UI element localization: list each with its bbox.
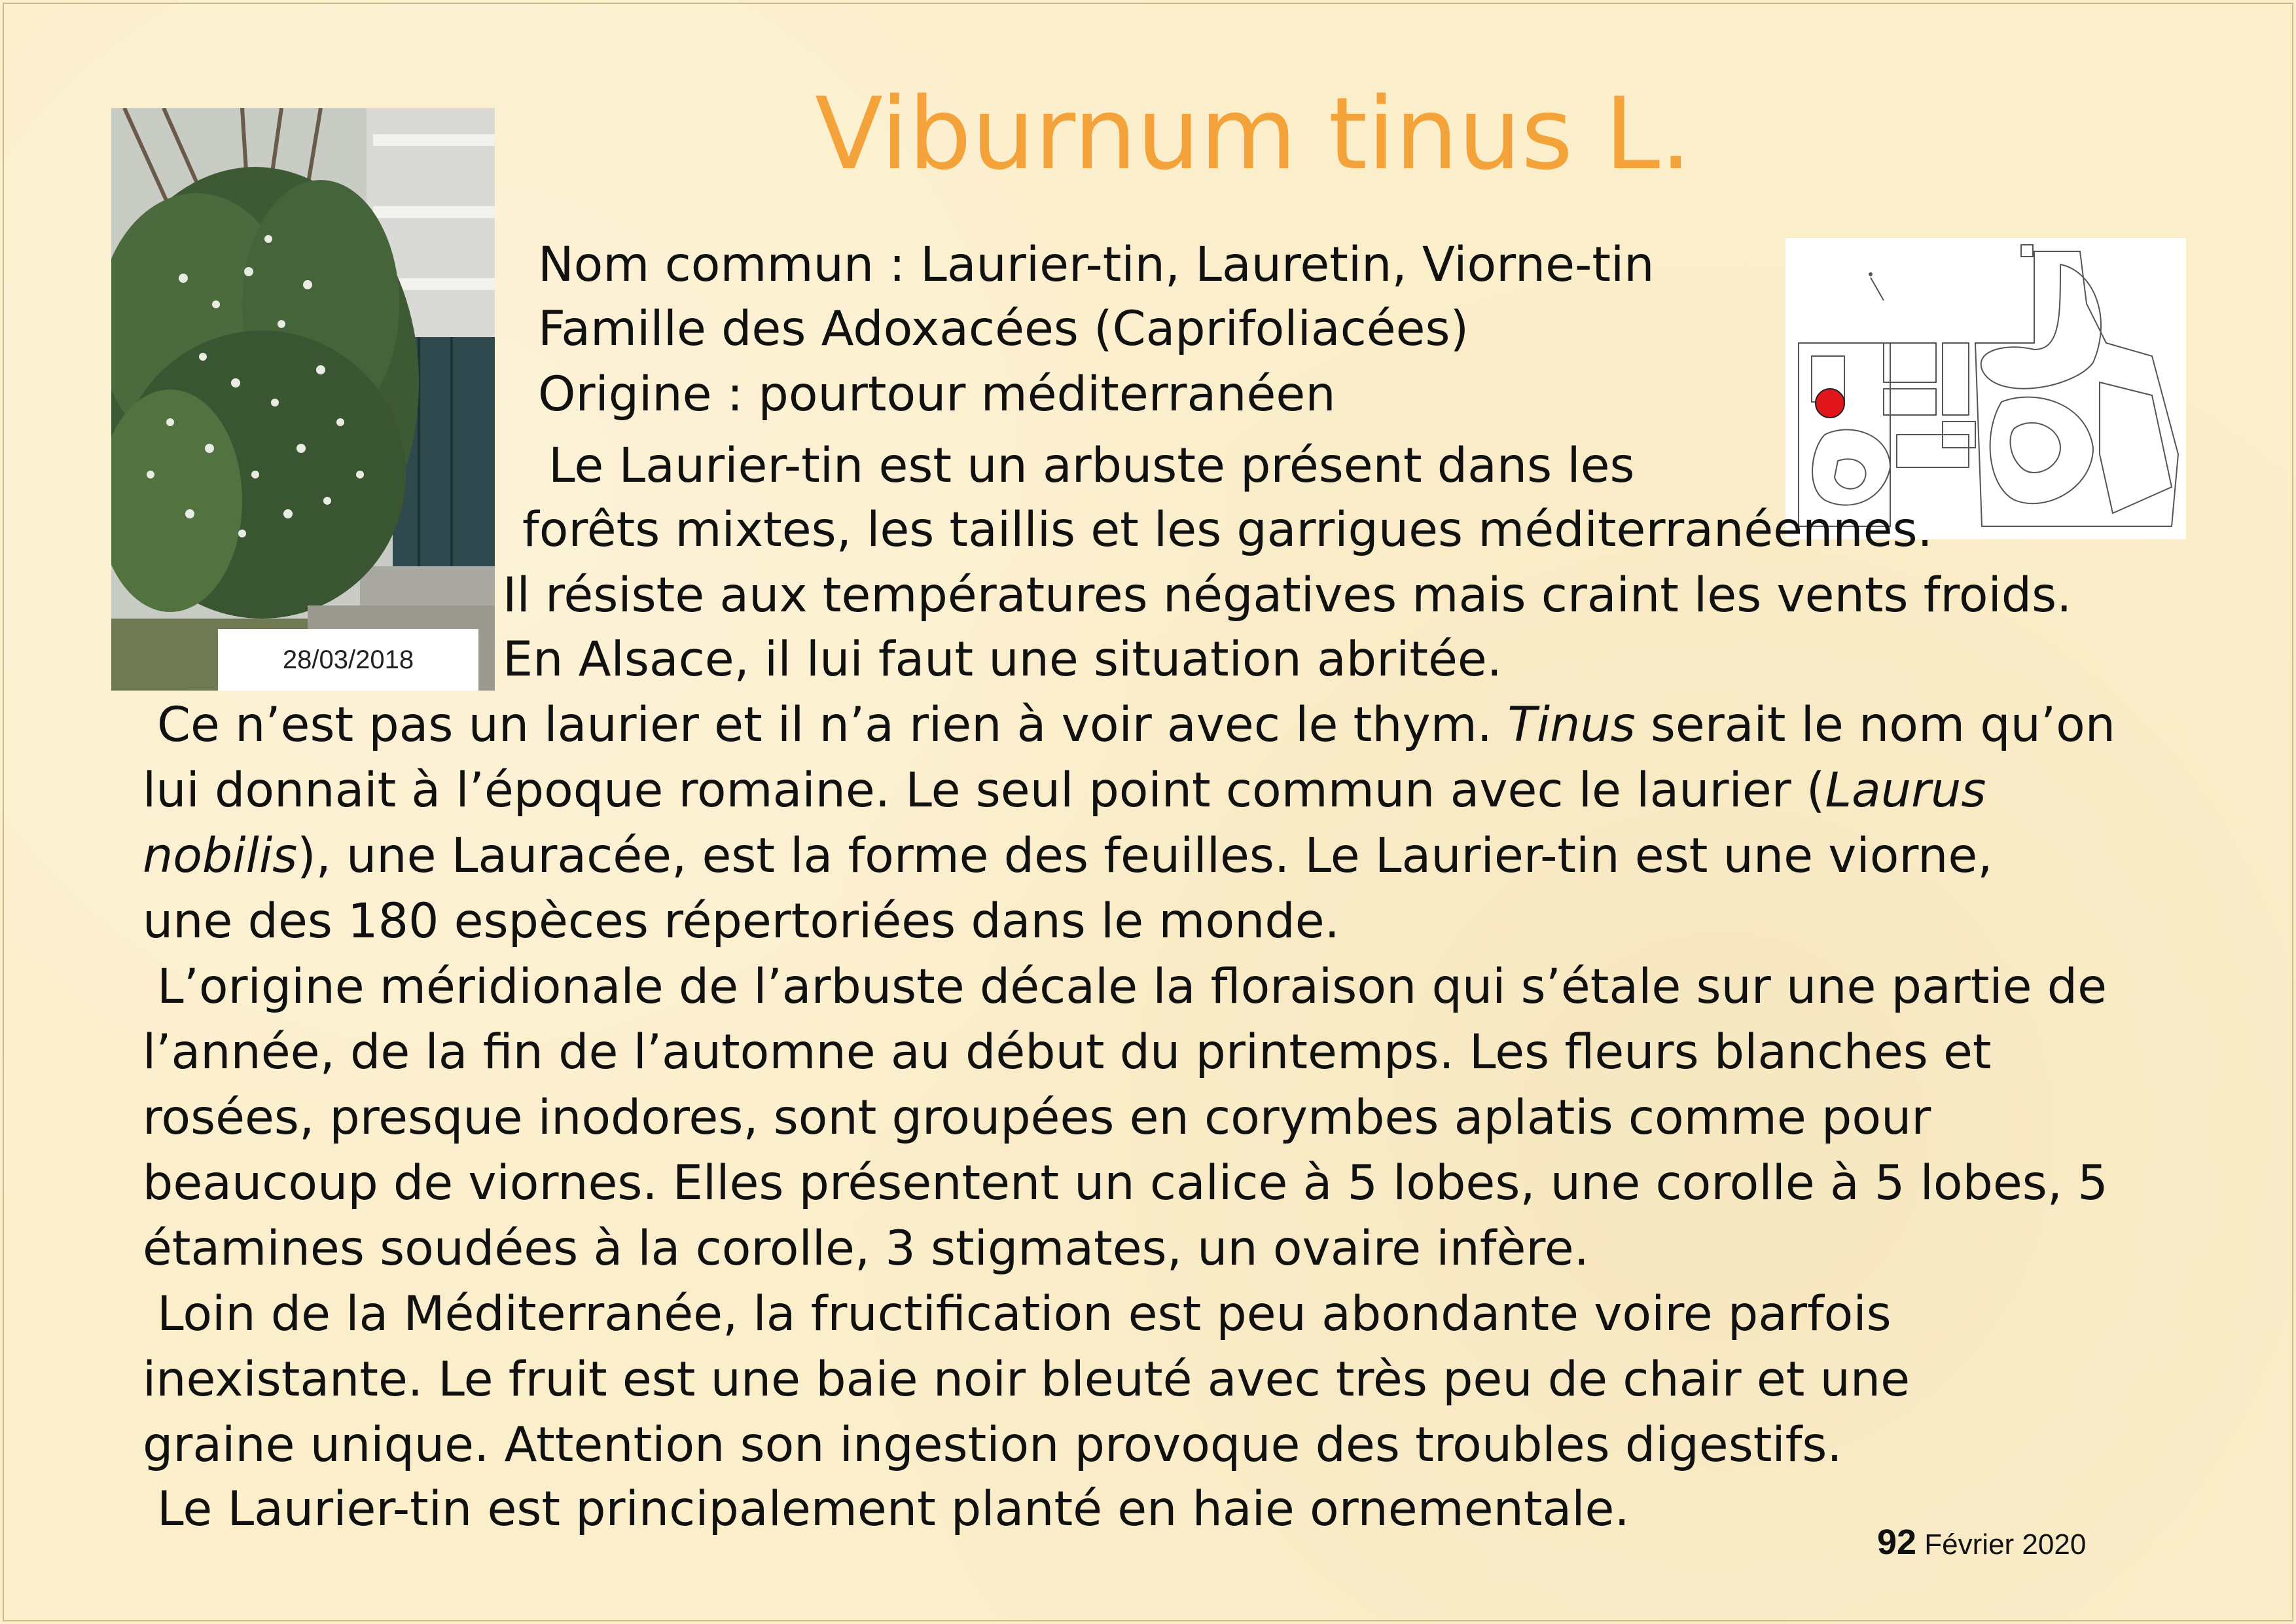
body-line-8: une des 180 espèces répertoriées dans le monde. bbox=[143, 893, 1340, 949]
body-line-5-text-a: Ce n’est pas un laurier et il n’a rien à voir avec le thym. bbox=[157, 697, 1508, 753]
body-line-7-text-b: ), une Lauracée, est la forme des feuilles. Le Laurier-tin est une viorne, bbox=[297, 828, 1993, 884]
body-line-15: inexistante. Le fruit est une baie noir bleuté avec très peu de chair et une bbox=[143, 1352, 1910, 1407]
origin: Origine : pourtour méditerranéen bbox=[538, 367, 1336, 422]
tinus-italic: Tinus bbox=[1507, 697, 1636, 753]
body-line-5 bbox=[157, 693, 2115, 758]
body-line-7 bbox=[143, 823, 1992, 889]
body-line-16: graine unique. Attention son ingestion provoque des troubles digestifs. bbox=[143, 1417, 1842, 1473]
body-line-5-text-c: serait le nom qu’on bbox=[1635, 697, 2116, 753]
laurus-italic: Laurus bbox=[1825, 763, 1986, 818]
photo-date-label: 28/03/2018 bbox=[218, 629, 478, 691]
common-name: Nom commun : Laurier-tin, Lauretin, Viorne-tin bbox=[538, 237, 1655, 293]
footer-date: Février 2020 bbox=[1916, 1528, 2087, 1561]
garden-map-drawing bbox=[1785, 238, 2186, 539]
shrub-photo bbox=[111, 108, 495, 691]
page-number: 92 bbox=[1877, 1523, 1917, 1562]
location-marker bbox=[1816, 389, 1844, 418]
page-footer bbox=[1877, 1523, 2086, 1564]
body-line-11: rosées, presque inodores, sont groupées en corymbes aplatis comme pour bbox=[143, 1090, 1931, 1146]
body-line-12: beaucoup de viornes. Elles présentent un calice à 5 lobes, une corolle à 5 lobes, 5 bbox=[143, 1155, 2108, 1211]
body-line-6-text-a: lui donnait à l’époque romaine. Le seul point commun avec le laurier ( bbox=[143, 763, 1825, 818]
body-line-1: Le Laurier-tin est un arbuste présent dans les bbox=[548, 438, 1635, 494]
family: Famille des Adoxacées (Caprifoliacées) bbox=[538, 301, 1469, 357]
body-line-2: forêts mixtes, les taillis et les garrigues méditerranéennes. bbox=[522, 502, 1933, 558]
body-line-13: étamines soudées à la corolle, 3 stigmates, un ovaire infère. bbox=[143, 1221, 1589, 1276]
nobilis-italic: nobilis bbox=[143, 828, 298, 884]
body-line-14: Loin de la Méditerranée, la fructification est peu abondante voire parfois bbox=[157, 1286, 1892, 1342]
body-line-9: L’origine méridionale de l’arbuste décale la floraison qui s’étale sur une partie de bbox=[157, 959, 2107, 1015]
shrub-photo-illustration bbox=[111, 108, 495, 691]
garden-location-map bbox=[1785, 238, 2186, 539]
page-title: Viburnum tinus L. bbox=[815, 76, 1692, 192]
body-line-6 bbox=[143, 758, 1986, 823]
body-line-10: l’année, de la fin de l’automne au début du printemps. Les fleurs blanches et bbox=[143, 1024, 1992, 1080]
body-line-17: Le Laurier-tin est principalement planté en haie ornementale. bbox=[157, 1481, 1630, 1537]
body-line-4: En Alsace, il lui faut une situation abritée. bbox=[503, 632, 1503, 687]
body-line-3: Il résiste aux températures négatives mais craint les vents froids. bbox=[503, 568, 2072, 623]
